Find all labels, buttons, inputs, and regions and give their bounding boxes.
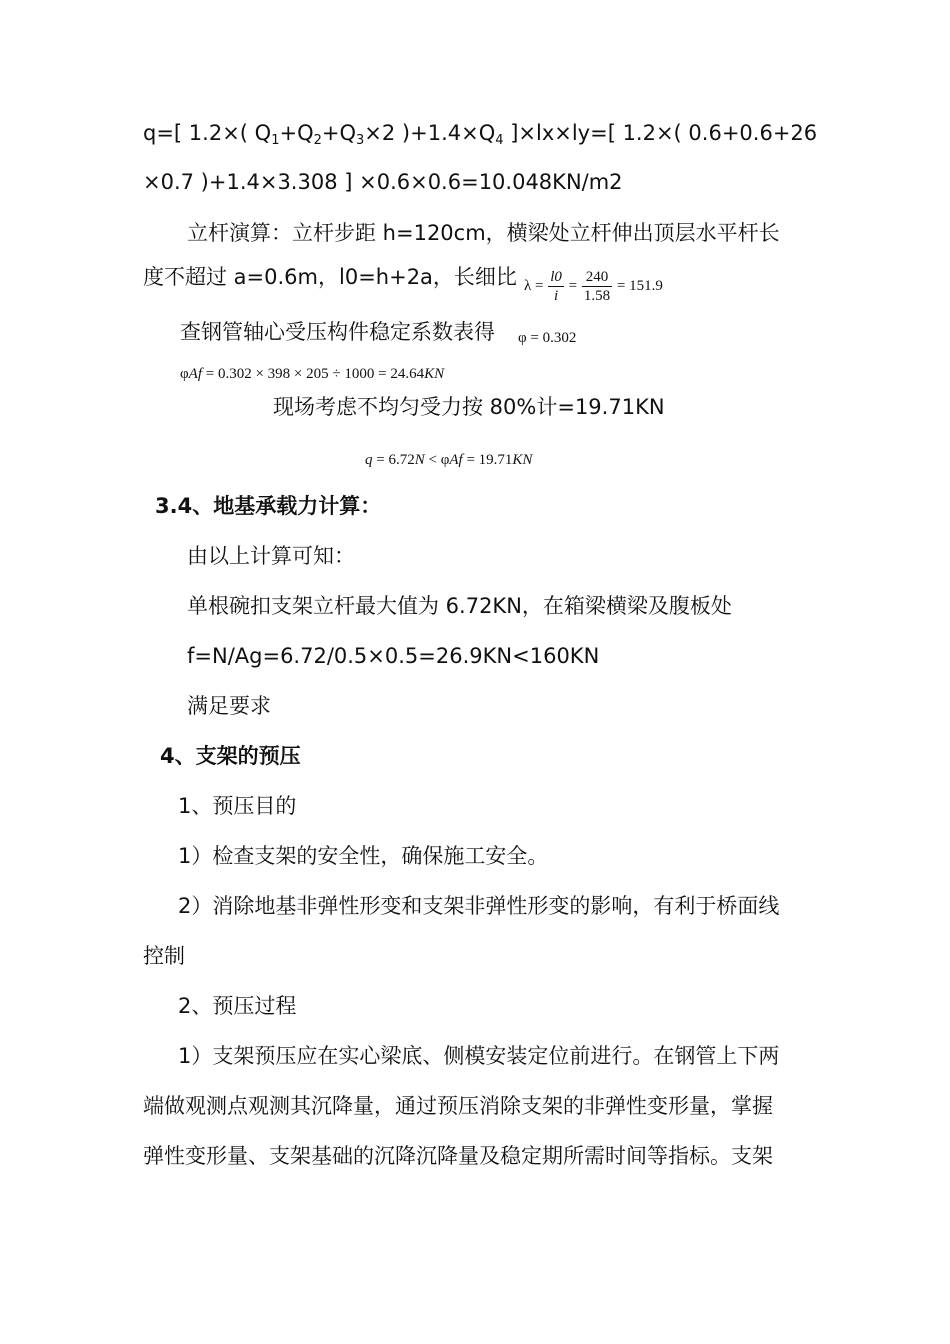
section-2-item-1-line1: 1）支架预压应在实心梁底、侧模安装定位前进行。在钢管上下两 [178, 1044, 780, 1068]
equals-sign: = [535, 278, 544, 294]
formula-text: < φ [424, 452, 450, 468]
section-2-item-1-line2: 端做观测点观测其沉降量，通过预压消除支架的非弹性变形量，掌握 [143, 1094, 773, 1118]
paragraph-single-max: 单根碗扣支架立杆最大值为 6.72KN，在箱梁横梁及腹板处 [187, 594, 732, 618]
formula-var: N [414, 452, 425, 468]
paragraph-from-above: 由以上计算可知： [187, 544, 355, 568]
section-2-title: 2、预压过程 [178, 994, 297, 1018]
fraction-l0-i [548, 268, 564, 305]
formula-unit: KN [512, 452, 533, 468]
paragraph-ligan-line1: 立杆演算：立杆步距 h=120cm，横梁处立杆伸出顶层水平杆长 [187, 221, 780, 245]
paragraph-80-percent: 现场考虑不均匀受力按 80%计=19.71KN [273, 395, 665, 419]
subscript: 1 [271, 133, 280, 148]
numerator: 240 [582, 268, 612, 287]
formula-var: Af [449, 452, 463, 468]
equals-sign: = [616, 278, 626, 294]
formula-text: ×2 )+1.4×Q [364, 121, 496, 145]
paragraph-satisfy: 满足要求 [187, 694, 271, 718]
section-1-item-1: 1）检查支架的安全性，确保施工安全。 [178, 844, 549, 868]
section-2-item-1-line3: 弹性变形量、支架基础的沉降沉降量及稳定期所需时间等指标。支架 [143, 1144, 773, 1168]
phi-symbol: φ [180, 366, 189, 382]
formula-text: = 19.71 [462, 452, 513, 468]
paragraph-text: 度不超过 a=0.6m，l0=h+2a，长细比 [143, 265, 517, 289]
subscript: 3 [356, 133, 365, 148]
denominator: 1.58 [583, 288, 611, 304]
phi-value: φ = 0.302 [518, 330, 577, 346]
denominator: i [554, 288, 559, 304]
slenderness-result: 151.9 [629, 278, 663, 294]
section-1-item-2-line2: 控制 [143, 944, 185, 968]
lambda-symbol: λ [524, 278, 532, 294]
paragraph-phi: 查钢管轴心受压构件稳定系数表得 [180, 320, 495, 344]
formula-check [365, 452, 532, 469]
formula-text: q=[ 1.2×( Q [143, 121, 272, 145]
formula-unit: KN [424, 366, 445, 382]
section-1-item-2-line1: 2）消除地基非弹性形变和支架非弹性形变的影响，有利于桥面线 [178, 894, 780, 918]
paragraph-ligan-line2 [143, 262, 517, 292]
formula-q-line1 [143, 118, 817, 148]
subscript: 4 [495, 133, 504, 148]
formula-q-line2: ×0.7 )+1.4×3.308 ] ×0.6×0.6=10.048KN/m2 [143, 170, 623, 194]
formula-text: +Q [321, 121, 356, 145]
slenderness-formula [524, 268, 663, 305]
formula-text: +Q [279, 121, 314, 145]
section-1-title: 1、预压目的 [178, 794, 297, 818]
formula-var: Af [188, 366, 203, 382]
heading-3-4: 3.4、地基承载力计算： [155, 494, 382, 518]
formula-phiAf [180, 366, 444, 383]
subscript: 2 [313, 133, 322, 148]
formula-text: = 0.302 × 398 × 205 ÷ 1000 = 24.64 [202, 366, 425, 382]
formula-text: ]×lx×ly=[ 1.2×( 0.6+0.6+26 [503, 121, 818, 145]
fraction-240-158 [582, 268, 612, 305]
formula-var: q [365, 452, 373, 468]
heading-4: 4、支架的预压 [160, 744, 301, 768]
formula-text: = 6.72 [372, 452, 415, 468]
paragraph-f-formula: f=N/Ag=6.72/0.5×0.5=26.9KN<160KN [187, 644, 600, 668]
numerator: l0 [550, 269, 562, 285]
equals-sign: = [568, 278, 578, 294]
